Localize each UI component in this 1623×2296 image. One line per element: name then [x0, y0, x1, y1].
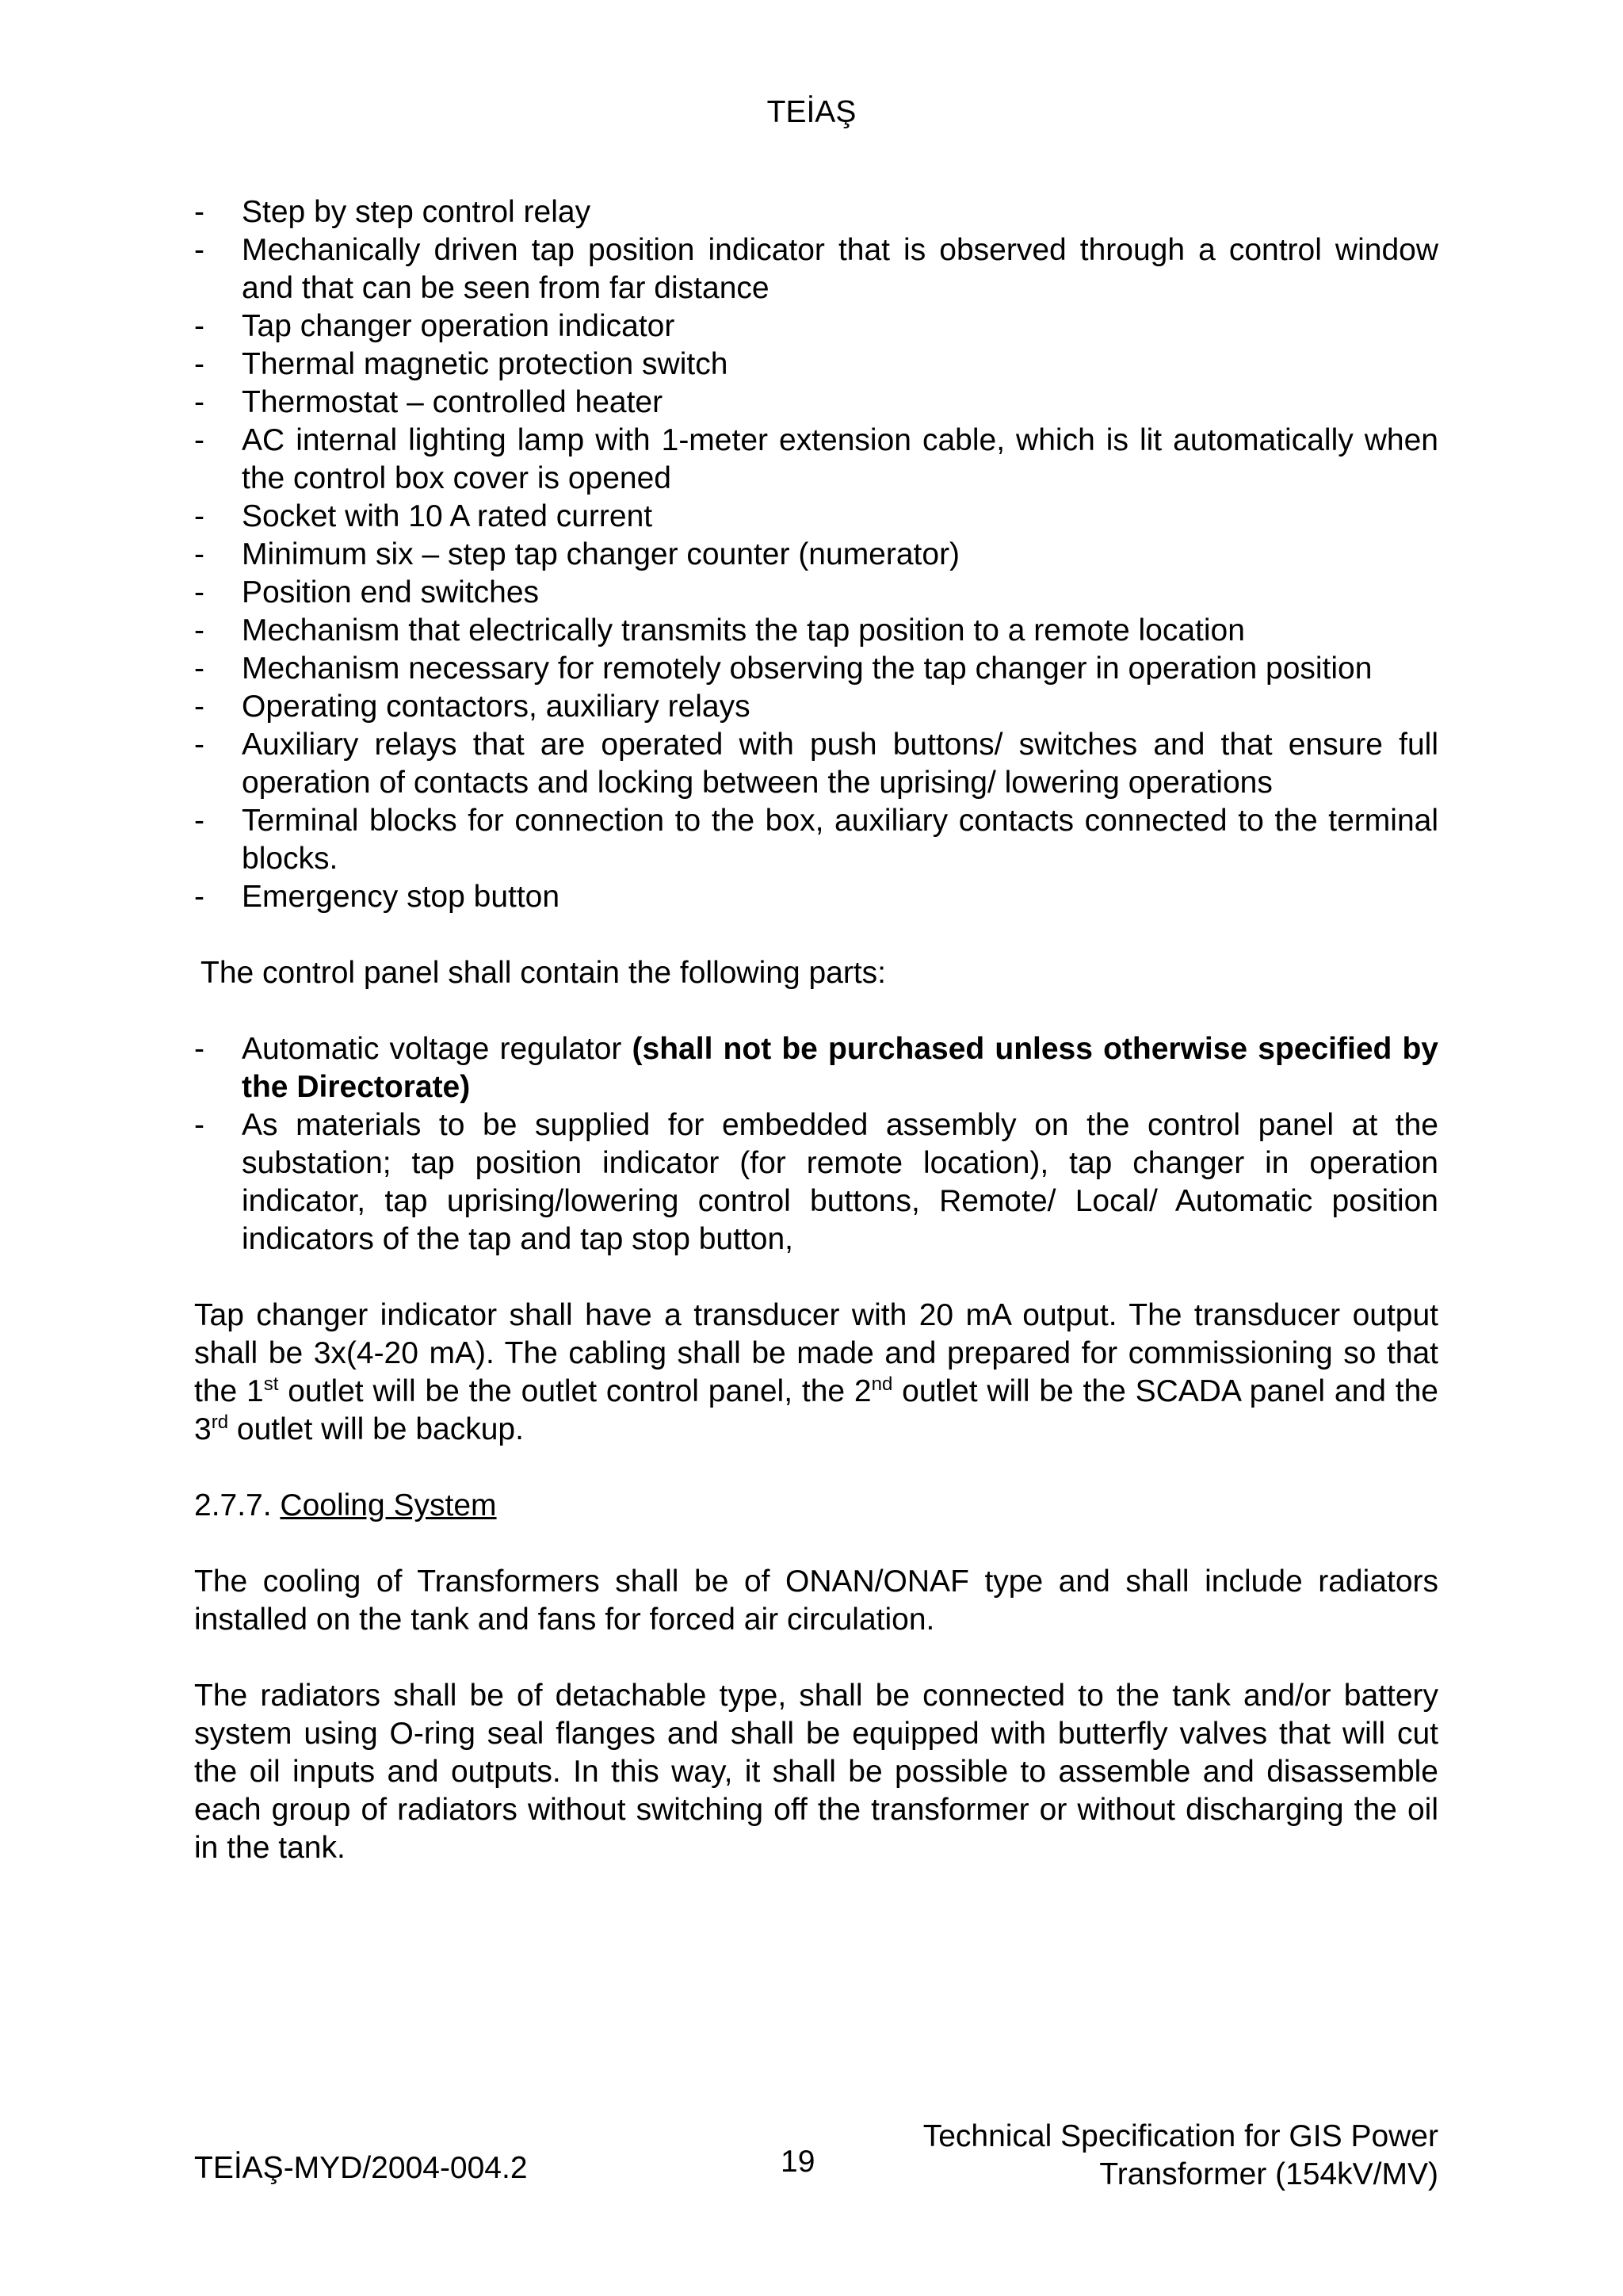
- ordinal-superscript: nd: [871, 1373, 893, 1395]
- section-title: Cooling System: [280, 1488, 497, 1522]
- list-item: - Mechanically driven tap position indicator that is observed through a control window and that can be seen from far distance: [194, 231, 1438, 308]
- list-item: - AC internal lighting lamp with 1-meter extension cable, which is lit automatically when the control box cover is opened: [194, 422, 1438, 498]
- section-heading: [194, 1487, 1438, 1525]
- cooling-paragraph: The cooling of Transformers shall be of ONAN/ONAF type and shall include radiators installed on the tank and fans for forced air circulation.: [194, 1564, 1438, 1637]
- list-item: - Position end switches: [194, 574, 1438, 612]
- transducer-text-3: outlet will be the SCADA panel and the 3: [194, 1374, 1438, 1446]
- section-number: 2.7.7.: [194, 1488, 272, 1522]
- list-item: - Thermostat – controlled heater: [194, 384, 1438, 422]
- document-title-line2: Transformer (154kV/MV): [1099, 2157, 1438, 2191]
- radiator-paragraph: The radiators shall be of detachable type, shall be connected to the tank and/or battery system using O-ring seal flanges and shall be equipped with butterfly valves that will cut the oil inputs and outputs. In this way, it shall be possible to assemble and disassemble each group of radiators without switching off the transformer or without discharging the oil in the tank.: [194, 1679, 1438, 1865]
- document-title: [923, 2118, 1438, 2194]
- list-item-text: Automatic voltage regulator: [242, 1032, 632, 1066]
- ordinal-superscript: rd: [211, 1412, 229, 1433]
- transducer-paragraph: [194, 1297, 1438, 1449]
- list-item: - Minimum six – step tap changer counter (numerator): [194, 536, 1438, 574]
- list-item-voltage-regulator: [194, 1030, 1438, 1106]
- page-footer: [194, 2118, 1438, 2205]
- list-item: - Mechanism that electrically transmits the tap position to a remote location: [194, 612, 1438, 650]
- list-item-bold-note: (shall not be purchased unless otherwise specified by the Directorate): [242, 1032, 1438, 1104]
- list-item: - Emergency stop button: [194, 878, 1438, 916]
- list-item: - Socket with 10 A rated current: [194, 498, 1438, 536]
- list-item-embedded-materials: - As materials to be supplied for embedded assembly on the control panel at the substation; tap position indicator (for remote location), tap changer in operation indicator, tap uprising/lowering control buttons, Remote/ Local/ Automatic position indicators of the tap and tap stop button,: [194, 1106, 1438, 1259]
- page-header: TEİAŞ: [766, 95, 857, 129]
- list-item: - Mechanism necessary for remotely observing the tap changer in operation position: [194, 650, 1438, 688]
- ordinal-superscript: st: [263, 1373, 279, 1395]
- control-box-item-list: [194, 193, 1438, 916]
- transducer-text-1: Tap changer indicator shall have a transducer with 20 mA output. The transducer output shall be 3x(4-20 mA). The cabling shall be made and prepared for commissioning so that the 1: [194, 1298, 1438, 1408]
- list-item: - Thermal magnetic protection switch: [194, 346, 1438, 384]
- document-title-line1: Technical Specification for GIS Power: [922, 2119, 1438, 2153]
- control-panel-intro: The control panel shall contain the following parts:: [200, 956, 887, 990]
- list-item: - Auxiliary relays that are operated with push buttons/ switches and that ensure full operation of contacts and locking between the uprising/ lowering operations: [194, 726, 1438, 802]
- list-item: - Terminal blocks for connection to the box, auxiliary contacts connected to the terminal blocks.: [194, 802, 1438, 878]
- page-number: 19: [781, 2145, 815, 2179]
- document-code: TEİAŞ-MYD/2004-004.2: [194, 2151, 528, 2185]
- transducer-text-4: outlet will be backup.: [228, 1412, 524, 1446]
- transducer-text-2: outlet will be the outlet control panel, the 2: [278, 1374, 872, 1408]
- list-item: - Tap changer operation indicator: [194, 308, 1438, 346]
- list-item: - Operating contactors, auxiliary relays: [194, 688, 1438, 726]
- page-content: [194, 193, 1438, 1867]
- control-panel-item-list: [194, 1030, 1438, 1259]
- list-item: - Step by step control relay: [194, 193, 1438, 231]
